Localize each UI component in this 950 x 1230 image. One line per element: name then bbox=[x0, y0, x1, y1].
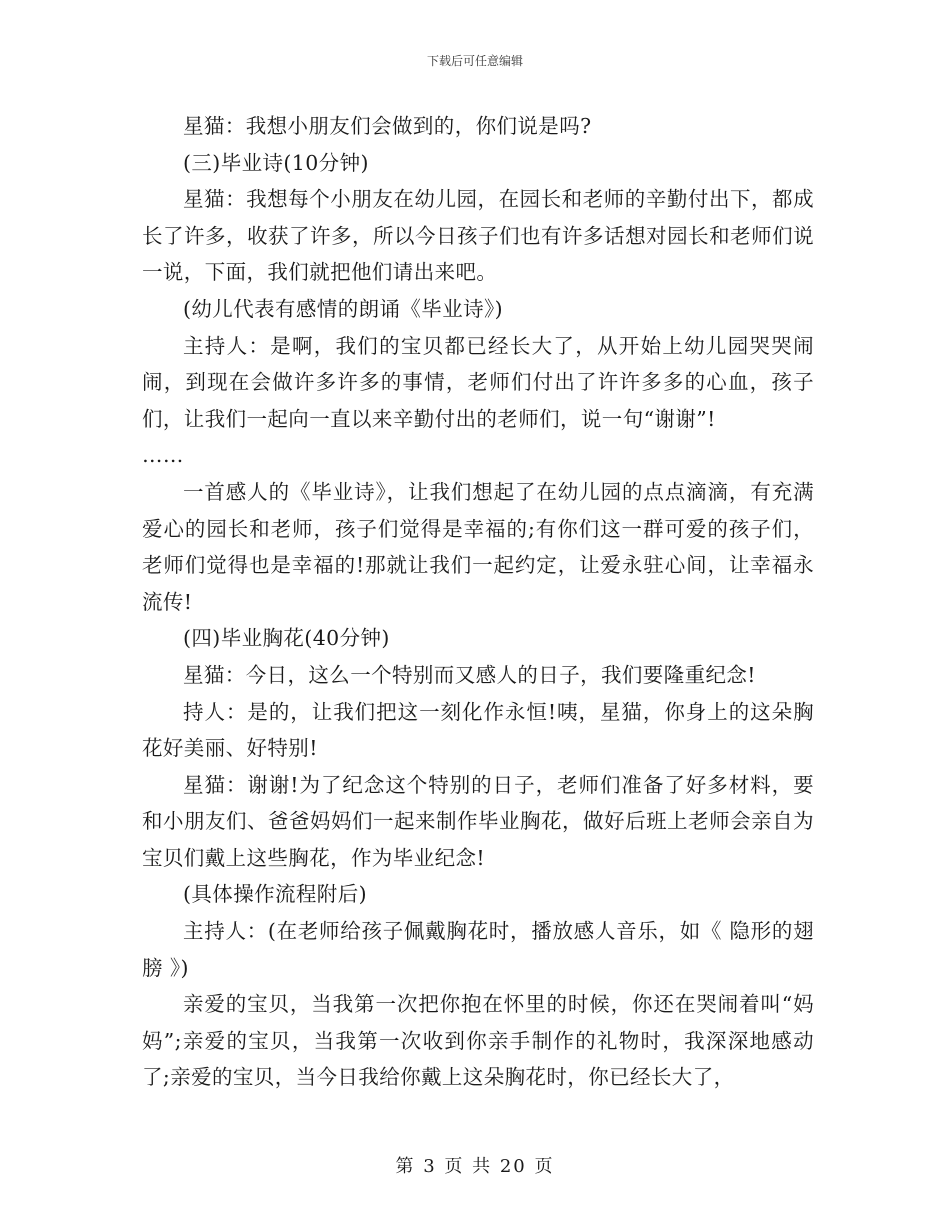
paragraph: 一首感人的《毕业诗》，让我们想起了在幼儿园的点点滴滴，有充满爱心的园长和老师，孩子们觉得是幸福的;有你们这一群可爱的孩子们，老师们觉得也是幸福的!那就让我们一起约定，让爱永驻心间，让幸福永流传! bbox=[142, 479, 814, 614]
paragraph: 星猫：我想小朋友们会做到的，你们说是吗? bbox=[183, 114, 592, 138]
section-heading: (四)毕业胸花(40分钟) bbox=[183, 626, 390, 651]
paragraph: 星猫：谢谢!为了纪念这个特别的日子，老师们准备了好多材料，要和小朋友们、爸爸妈妈们一起来制作毕业胸花，做好后班上老师会亲自为宝贝们戴上这些胸花，作为毕业纪念! bbox=[142, 772, 814, 870]
paragraph: 星猫：今日，这么一个特别而又感人的日子，我们要隆重纪念! bbox=[183, 662, 756, 687]
page-header: 下载后可任意编辑 bbox=[426, 54, 523, 68]
page-footer: 第 3 页 共 20 页 bbox=[395, 1156, 555, 1177]
paragraph: 持人：是的，让我们把这一刻化作永恒!咦，星猫，你身上的这朵胸花好美丽、好特别! bbox=[142, 699, 814, 761]
paragraph: (幼儿代表有感情的朗诵《毕业诗》) bbox=[183, 296, 504, 321]
paragraph: 亲爱的宝贝，当我第一次把你抱在怀里的时候，你还在哭闹着叫“妈妈”;亲爱的宝贝，当我第一次收到你亲手制作的礼物时，我深深地感动了;亲爱的宝贝，当今日我给你戴上这朵胸花时，你已经长大了， bbox=[142, 992, 814, 1090]
ellipsis-line: …… bbox=[142, 443, 184, 468]
paragraph: (具体操作流程附后) bbox=[183, 882, 367, 907]
paragraph: 星猫：我想每个小朋友在幼儿园，在园长和老师的辛勤付出下，都成长了许多，收获了许多，所以今日孩子们也有许多话想对园长和老师们说一说，下面，我们就把他们请出来吧。 bbox=[142, 187, 814, 285]
paragraph: 主持人：是啊，我们的宝贝都已经长大了，从开始上幼儿园哭哭闹闹，到现在会做许多许多的事情，老师们付出了许许多多的心血，孩子们，让我们一起向一直以来辛勤付出的老师们，说一句“谢谢”! bbox=[142, 333, 814, 431]
paragraph: 主持人：(在老师给孩子佩戴胸花时，播放感人音乐，如《 隐形的翅膀 》) bbox=[142, 919, 814, 980]
section-heading: (三)毕业诗(10分钟) bbox=[183, 150, 369, 175]
document-body bbox=[142, 108, 814, 1096]
